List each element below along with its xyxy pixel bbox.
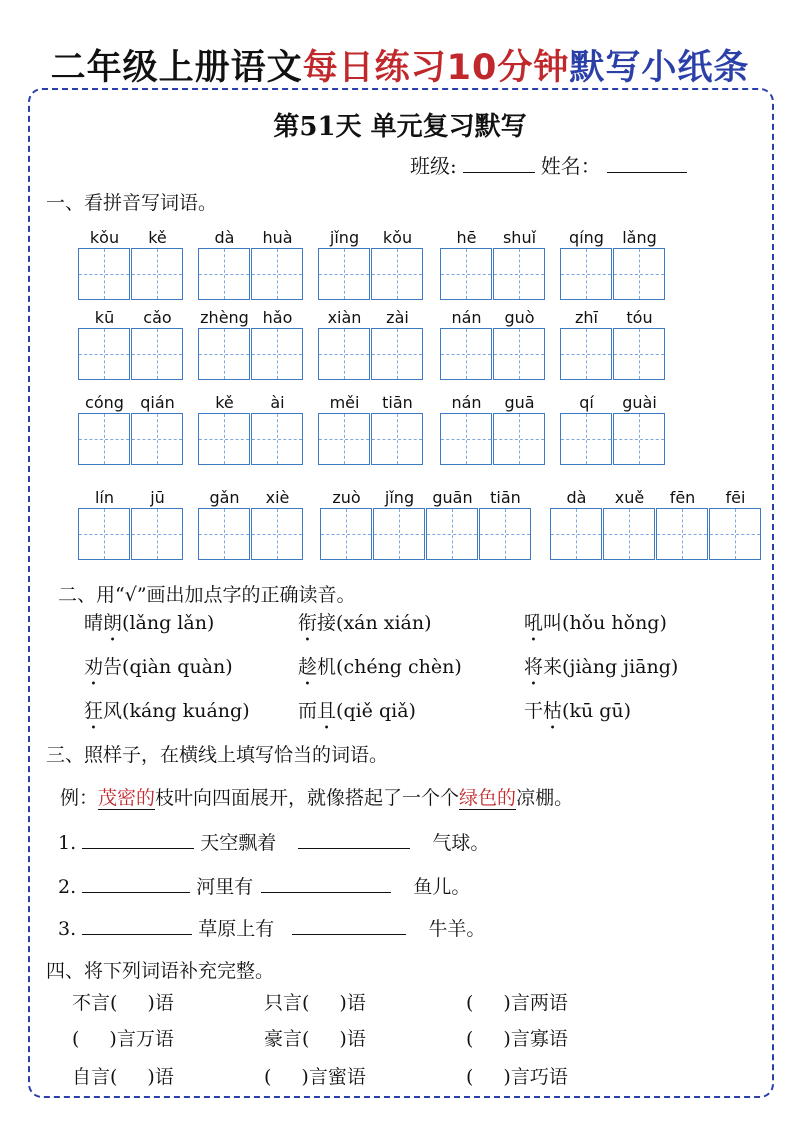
pinyin-label: jǐng [384,488,415,507]
pinyin-label: fēn [669,488,696,507]
idiom-item [72,988,174,1015]
fill-blank[interactable] [261,874,391,893]
writing-box[interactable] [560,328,612,380]
idiom-part-after: )言寡语 [503,1028,568,1050]
writing-box[interactable] [709,508,761,560]
idiom-part-after: )语 [147,1066,174,1088]
dotted-char: 枯 [543,700,563,722]
pinyin-label: tiān [382,393,413,412]
writing-box[interactable] [560,413,612,465]
writing-box[interactable] [373,508,425,560]
fill-num: 1. [58,832,77,854]
idiom-item [72,1024,174,1051]
writing-box[interactable] [318,328,370,380]
pinyin-options[interactable]: (qiàn quàn) [122,656,233,678]
word-char: 晴 [84,612,104,634]
pinyin-label: guò [504,308,535,327]
idiom-item [466,1062,568,1089]
fill-num: 2. [58,876,77,898]
dotted-char: 吼 [524,612,544,634]
idiom-item [466,988,568,1015]
fill-item-2 [58,872,470,899]
writing-box[interactable] [198,248,250,300]
pinyin-label: guān [432,488,473,507]
reading-item[interactable] [298,652,462,679]
fill-mid: 天空飘着 [200,832,277,854]
pinyin-label: ài [270,393,285,412]
pinyin-label: gǎn [209,488,240,507]
example-suffix: 凉棚。 [516,787,574,809]
pinyin-label: xiè [265,488,290,507]
pinyin-options[interactable]: (kū gū) [562,700,632,722]
dotted-char: 趁 [298,656,318,678]
word-char: 机 [317,656,337,678]
writing-box[interactable] [613,328,665,380]
pinyin-label: qíng [569,228,604,247]
writing-box[interactable] [78,328,130,380]
pinyin-label: guā [504,393,535,412]
idiom-item [72,1062,174,1089]
pinyin-label: tóu [626,308,653,327]
pinyin-label: zhèng [200,308,249,327]
idiom-part-before: ( [72,1028,80,1050]
pinyin-label: xuě [614,488,645,507]
pinyin-label: zhī [575,308,598,327]
pinyin-options[interactable]: (xán xián) [336,612,432,634]
fill-item-3 [58,914,485,941]
pinyin-options[interactable]: (qiě qiǎ) [336,700,416,722]
fill-end: 气球。 [432,832,490,854]
fill-blank[interactable] [292,916,406,935]
writing-box[interactable] [440,248,492,300]
idiom-part-after: )语 [339,1028,366,1050]
pinyin-label: lín [94,488,115,507]
class-blank[interactable] [463,152,535,173]
reading-item[interactable] [524,696,631,723]
pinyin-label: zuò [332,488,361,507]
section3-heading: 三、照样子，在横线上填写恰当的词语。 [46,744,389,766]
writing-box[interactable] [371,413,423,465]
reading-item[interactable] [298,608,432,635]
pinyin-label: dà [566,488,587,507]
name-label: 姓名： [540,154,601,178]
idiom-part-after: )言巧语 [503,1066,568,1088]
writing-box[interactable] [251,328,303,380]
pinyin-label: cǎo [143,308,172,327]
fill-item-1 [58,828,489,855]
class-label: 班级: [410,154,457,178]
fill-end: 鱼儿。 [413,876,471,898]
pinyin-label: kě [148,228,167,247]
title-part-black: 二年级上册语文 [50,48,303,88]
fill-blank[interactable] [298,830,410,849]
writing-box[interactable] [603,508,655,560]
title-part-blue: 默写小纸条 [569,48,750,88]
writing-box[interactable] [656,508,708,560]
pinyin-label: hǎo [262,308,293,327]
fill-num: 3. [58,918,77,940]
idiom-part-before: ( [466,1066,474,1088]
dotted-char: 且 [317,700,337,722]
idiom-part-after: )言蜜语 [301,1066,366,1088]
pinyin-label: jǐng [329,228,360,247]
writing-box[interactable] [440,413,492,465]
writing-box[interactable] [251,248,303,300]
writing-box[interactable] [493,248,545,300]
pinyin-label: huà [262,228,293,247]
writing-box[interactable] [198,328,250,380]
fill-mid: 草原上有 [198,918,275,940]
idiom-part-before: 豪言( [264,1028,310,1050]
name-blank[interactable] [607,152,687,173]
writing-box[interactable] [251,508,303,560]
writing-box[interactable] [493,413,545,465]
section4-heading: 四、将下列词语补充完整。 [46,960,275,982]
writing-box[interactable] [550,508,602,560]
pinyin-label: qián [140,393,175,412]
writing-box[interactable] [198,508,250,560]
writing-box[interactable] [318,248,370,300]
pinyin-label: dà [214,228,235,247]
fill-blank[interactable] [82,830,194,849]
example-word1: 茂密的 [98,787,156,809]
writing-box[interactable] [131,413,183,465]
reading-item[interactable] [524,608,667,635]
pinyin-label: shuǐ [502,228,537,247]
pinyin-label: zài [386,308,409,327]
idiom-part-before: ( [466,1028,474,1050]
word-char: 告 [103,656,123,678]
writing-box[interactable] [78,508,130,560]
pinyin-label: kǒu [382,228,413,247]
pinyin-label: fēi [725,488,746,507]
writing-box[interactable] [131,508,183,560]
pinyin-options[interactable]: (hǒu hǒng) [562,612,667,634]
dotted-char: 衔 [298,612,318,634]
idiom-part-before: ( [466,992,474,1014]
section1-heading: 一、看拼音写词语。 [46,192,218,214]
idiom-part-after: )言万语 [109,1028,174,1050]
fill-end: 牛羊。 [428,918,486,940]
idiom-part-before: 自言( [72,1066,118,1088]
dotted-char: 将 [524,656,544,678]
idiom-part-after: )语 [147,992,174,1014]
writing-box[interactable] [198,413,250,465]
writing-box[interactable] [131,328,183,380]
word-char: 而 [298,700,318,722]
writing-box[interactable] [440,328,492,380]
dotted-char: 朗 [103,612,123,634]
reading-item[interactable] [298,696,416,723]
idiom-item [264,988,366,1015]
pinyin-label: tiān [490,488,521,507]
worksheet-title [0,40,800,90]
pinyin-options[interactable]: (lǎng lǎn) [122,612,215,634]
reading-item[interactable] [84,608,214,635]
pinyin-label: lǎng [622,228,657,247]
example-prefix: 例： [60,787,99,809]
reading-item[interactable] [84,652,233,679]
reading-item[interactable] [524,652,678,679]
fill-mid: 河里有 [196,876,254,898]
writing-box[interactable] [251,413,303,465]
writing-box[interactable] [318,413,370,465]
word-char: 来 [543,656,563,678]
idiom-part-before: ( [264,1066,272,1088]
pinyin-label: kǒu [89,228,120,247]
pinyin-options[interactable]: (chéng chèn) [336,656,462,678]
writing-box[interactable] [426,508,478,560]
idiom-part-before: 不言( [72,992,118,1014]
dotted-char: 狂 [84,700,104,722]
dotted-char: 劝 [84,656,104,678]
pinyin-label: guài [622,393,657,412]
pinyin-label: nán [451,308,482,327]
word-char: 叫 [543,612,563,634]
idiom-item [264,1024,366,1051]
title-part-red: 每日练习10分钟 [302,48,570,88]
pinyin-options[interactable]: (káng kuáng) [122,700,250,722]
pinyin-label: qí [579,393,594,412]
pinyin-options[interactable]: (jiàng jiāng) [562,656,679,678]
writing-box[interactable] [493,328,545,380]
idiom-item [264,1062,366,1089]
day-title: 第51天 单元复习默写 [273,112,527,142]
example-mid: 枝叶向四面展开，就像搭起了一个个 [155,787,460,809]
word-char: 接 [317,612,337,634]
pinyin-label: kě [215,393,234,412]
pinyin-label: měi [329,393,360,412]
section2-heading: 二、用“√”画出加点字的正确读音。 [58,584,356,606]
writing-box[interactable] [78,413,130,465]
word-char: 干 [524,700,544,722]
pinyin-label: nán [451,393,482,412]
idiom-part-after: )言两语 [503,992,568,1014]
writing-box[interactable] [131,248,183,300]
pinyin-label: kū [94,308,115,327]
pinyin-label: xiàn [327,308,362,327]
writing-box[interactable] [613,248,665,300]
writing-box[interactable] [320,508,372,560]
pinyin-label: jū [150,488,165,507]
writing-box[interactable] [479,508,531,560]
writing-box[interactable] [371,328,423,380]
fill-blank[interactable] [82,874,190,893]
idiom-part-after: )语 [339,992,366,1014]
pinyin-label: cóng [85,393,124,412]
reading-item[interactable] [84,696,250,723]
word-char: 风 [103,700,123,722]
writing-box[interactable] [78,248,130,300]
idiom-item [466,1024,568,1051]
writing-box[interactable] [613,413,665,465]
fill-blank[interactable] [82,916,192,935]
writing-box[interactable] [371,248,423,300]
example-sentence [60,783,573,810]
pinyin-label: hē [456,228,477,247]
idiom-part-before: 只言( [264,992,310,1014]
class-name-line [410,150,693,179]
example-word2: 绿色的 [459,787,517,809]
writing-box[interactable] [560,248,612,300]
